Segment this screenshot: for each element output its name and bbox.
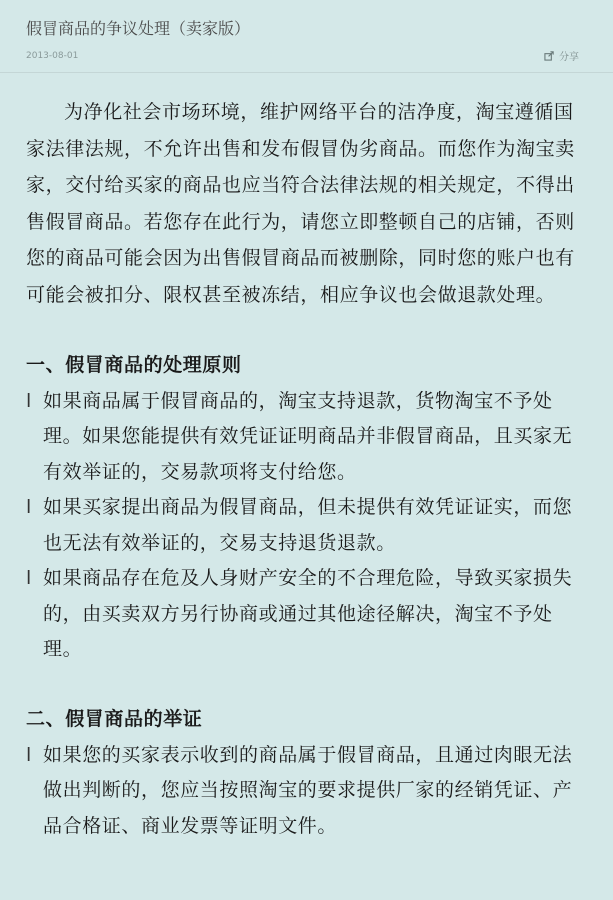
article-body [0, 73, 613, 844]
list-item-text: 如果您的买家表示收到的商品属于假冒商品，且通过肉眼无法做出判断的，您应当按照淘宝的要求提供厂家的经销凭证、产品合格证、商业发票等证明文件。 [43, 743, 573, 837]
article-header [0, 0, 613, 73]
bullet-mark: l [26, 743, 32, 766]
section-heading-evidence: 二、假冒商品的举证 [26, 707, 203, 730]
list-item [26, 490, 587, 561]
principles-list [26, 384, 587, 668]
share-icon [544, 50, 555, 61]
bullet-mark: l [26, 389, 32, 412]
list-item [26, 738, 587, 845]
list-item-text: 如果商品属于假冒商品的，淘宝支持退款，货物淘宝不予处理。如果您能提供有效凭证证明商品并非假冒商品，且买家无有效举证的，交易款项将支付给您。 [43, 389, 573, 483]
share-label: 分享 [559, 52, 579, 63]
intro-paragraph: 为净化社会市场环境，维护网络平台的洁净度，淘宝遵循国家法律法规，不允许出售和发布假冒伪劣商品。而您作为淘宝卖家，交付给买家的商品也应当符合法律法规的相关规定，不得出售假冒商品。若您存在此行为，请您立即整顿自己的店铺，否则您的商品可能会因为出售假冒商品而被删除，同时您的账户也有可能会被扣分、限权甚至被冻结，相应争议也会做退款处理。 [26, 101, 575, 306]
list-item-text: 如果商品存在危及人身财产安全的不合理危险，导致买家损失的，由买卖双方另行协商或通过其他途径解决，淘宝不予处理。 [43, 567, 573, 661]
publish-date: 2013-08-01 [26, 51, 79, 61]
list-item [26, 561, 587, 668]
bullet-mark: l [26, 567, 32, 590]
bullet-mark: l [26, 496, 32, 519]
section-heading-principles: 一、假冒商品的处理原则 [26, 353, 242, 376]
evidence-list [26, 738, 587, 845]
list-item-text: 如果买家提出商品为假冒商品，但未提供有效凭证证实，而您也无法有效举证的，交易支持退货退款。 [43, 496, 573, 554]
list-item [26, 384, 587, 491]
article-title: 假冒商品的争议处理（卖家版） [26, 19, 251, 38]
share-button[interactable] [544, 48, 579, 63]
